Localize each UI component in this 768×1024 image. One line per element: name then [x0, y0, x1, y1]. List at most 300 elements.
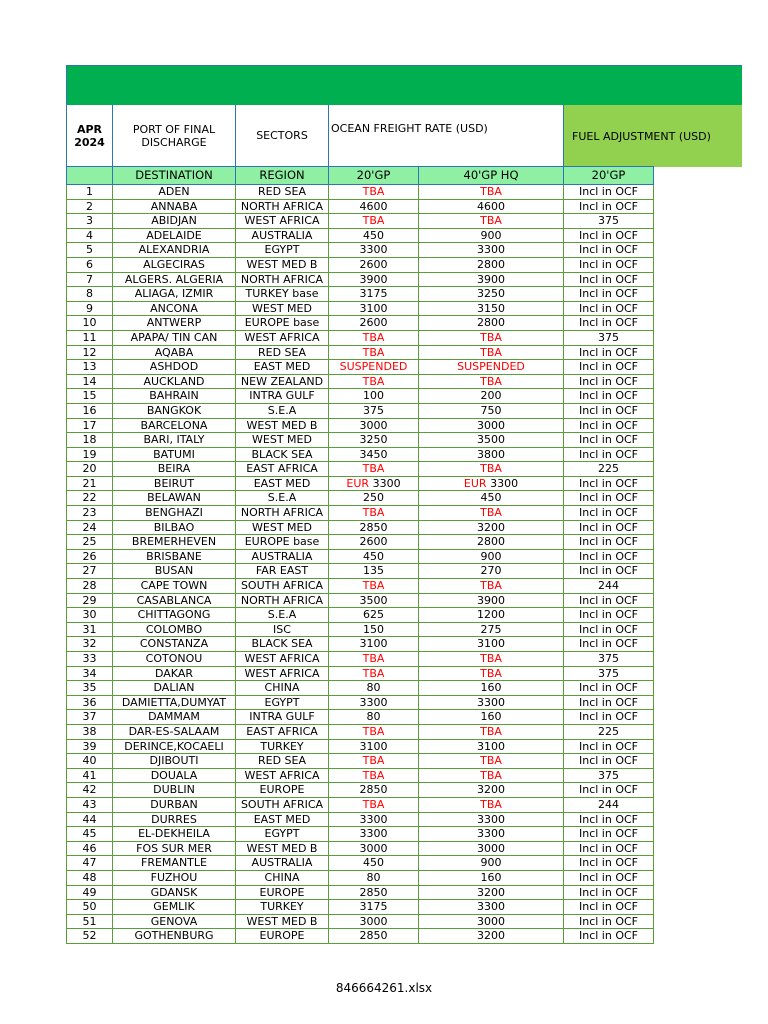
row-number: 38: [67, 724, 113, 739]
region-cell: BLACK SEA: [236, 447, 329, 462]
row-number: 10: [67, 316, 113, 331]
table-row: [67, 389, 654, 404]
subheader-20gp: 20'GP: [329, 167, 419, 185]
rate-40gp-hq-cell: SUSPENDED: [419, 360, 564, 375]
row-number: 36: [67, 695, 113, 710]
destination-cell: AUCKLAND: [113, 374, 236, 389]
region-cell: EAST AFRICA: [236, 462, 329, 477]
region-cell: AUSTRALIA: [236, 228, 329, 243]
table-row: [67, 360, 654, 375]
header-port-of-final-discharge: PORT OF FINAL DISCHARGE: [112, 105, 235, 167]
rate-20gp-cell: 3500: [329, 593, 419, 608]
region-cell: EAST AFRICA: [236, 724, 329, 739]
table-row: [67, 433, 654, 448]
rate-20gp-cell: TBA: [329, 374, 419, 389]
region-cell: SOUTH AFRICA: [236, 797, 329, 812]
fuel-20gp-cell: Incl in OCF: [564, 447, 654, 462]
header-apr-text: APR 2024: [74, 122, 105, 149]
region-cell: NEW ZEALAND: [236, 374, 329, 389]
destination-cell: APAPA/ TIN CAN: [113, 330, 236, 345]
rate-40gp-hq-cell: 4600: [419, 199, 564, 214]
rate-20gp-cell: TBA: [329, 185, 419, 200]
rate-40gp-hq-cell: 3900: [419, 593, 564, 608]
region-cell: BLACK SEA: [236, 637, 329, 652]
rate-20gp-cell: 135: [329, 564, 419, 579]
destination-cell: BUSAN: [113, 564, 236, 579]
region-cell: WEST MED B: [236, 841, 329, 856]
fuel-20gp-cell: Incl in OCF: [564, 228, 654, 243]
destination-cell: FOS SUR MER: [113, 841, 236, 856]
row-number: 30: [67, 608, 113, 623]
rate-40gp-hq-cell: 900: [419, 228, 564, 243]
rate-40gp-hq-cell: EUR 3300: [419, 476, 564, 491]
rate-40gp-hq-cell: 2800: [419, 535, 564, 550]
destination-cell: BANGKOK: [113, 403, 236, 418]
fuel-20gp-cell: Incl in OCF: [564, 433, 654, 448]
rate-40gp-hq-cell: 450: [419, 491, 564, 506]
table-row: [67, 564, 654, 579]
fuel-20gp-cell: Incl in OCF: [564, 301, 654, 316]
fuel-20gp-cell: Incl in OCF: [564, 695, 654, 710]
region-cell: WEST AFRICA: [236, 768, 329, 783]
rate-20gp-cell: TBA: [329, 666, 419, 681]
rate-20gp-cell: 3100: [329, 637, 419, 652]
table-row: [67, 228, 654, 243]
table-row: [67, 403, 654, 418]
region-cell: AUSTRALIA: [236, 856, 329, 871]
table-row: [67, 243, 654, 258]
table-row: [67, 681, 654, 696]
row-number: 35: [67, 681, 113, 696]
rate-20gp-cell: TBA: [329, 754, 419, 769]
destination-cell: CAPE TOWN: [113, 579, 236, 594]
rate-40gp-hq-cell: TBA: [419, 506, 564, 521]
destination-cell: ASHDOD: [113, 360, 236, 375]
row-number: 13: [67, 360, 113, 375]
region-cell: SOUTH AFRICA: [236, 579, 329, 594]
title-bar-edge-left: [66, 66, 67, 106]
rate-20gp-cell: 3250: [329, 433, 419, 448]
table-row: [67, 520, 654, 535]
row-number: 47: [67, 856, 113, 871]
fuel-20gp-cell: 375: [564, 666, 654, 681]
rate-40gp-hq-cell: TBA: [419, 754, 564, 769]
fuel-20gp-cell: Incl in OCF: [564, 418, 654, 433]
region-cell: INTRA GULF: [236, 710, 329, 725]
table-row: [67, 257, 654, 272]
fuel-20gp-cell: 375: [564, 214, 654, 229]
row-number: 32: [67, 637, 113, 652]
region-cell: TURKEY base: [236, 287, 329, 302]
table-row: [67, 739, 654, 754]
destination-cell: ALGERS. ALGERIA: [113, 272, 236, 287]
destination-cell: ALEXANDRIA: [113, 243, 236, 258]
table-row: [67, 885, 654, 900]
row-number: 43: [67, 797, 113, 812]
region-cell: EAST MED: [236, 812, 329, 827]
rate-20gp-cell: 2850: [329, 885, 419, 900]
fuel-20gp-cell: Incl in OCF: [564, 476, 654, 491]
rate-40gp-hq-cell: 270: [419, 564, 564, 579]
table-row: [67, 666, 654, 681]
row-number: 23: [67, 506, 113, 521]
rate-40gp-hq-cell: 3300: [419, 827, 564, 842]
fuel-20gp-cell: 375: [564, 768, 654, 783]
table-row: [67, 345, 654, 360]
table-row: [67, 710, 654, 725]
region-cell: EUROPE: [236, 885, 329, 900]
fuel-20gp-cell: Incl in OCF: [564, 272, 654, 287]
rate-20gp-cell: 4600: [329, 199, 419, 214]
table-row: [67, 695, 654, 710]
region-cell: ISC: [236, 622, 329, 637]
subheader-blank: [67, 167, 113, 185]
destination-cell: DAR-ES-SALAAM: [113, 724, 236, 739]
destination-cell: ANCONA: [113, 301, 236, 316]
row-number: 11: [67, 330, 113, 345]
fuel-20gp-cell: Incl in OCF: [564, 389, 654, 404]
row-number: 15: [67, 389, 113, 404]
rate-40gp-hq-cell: 3800: [419, 447, 564, 462]
table-row: [67, 637, 654, 652]
rate-20gp-cell: TBA: [329, 579, 419, 594]
rate-20gp-cell: 375: [329, 403, 419, 418]
rate-40gp-hq-cell: 900: [419, 549, 564, 564]
table-row: [67, 418, 654, 433]
table-row: [67, 812, 654, 827]
region-cell: WEST MED B: [236, 418, 329, 433]
destination-cell: BELAWAN: [113, 491, 236, 506]
fuel-20gp-cell: Incl in OCF: [564, 491, 654, 506]
fuel-20gp-cell: Incl in OCF: [564, 841, 654, 856]
fuel-20gp-cell: 225: [564, 462, 654, 477]
row-number: 37: [67, 710, 113, 725]
rate-20gp-cell: TBA: [329, 652, 419, 667]
rate-40gp-hq-cell: 160: [419, 870, 564, 885]
fuel-20gp-cell: Incl in OCF: [564, 622, 654, 637]
destination-cell: BILBAO: [113, 520, 236, 535]
rate-20gp-cell: 3000: [329, 914, 419, 929]
destination-cell: DJIBOUTI: [113, 754, 236, 769]
row-number: 9: [67, 301, 113, 316]
fuel-20gp-cell: Incl in OCF: [564, 287, 654, 302]
destination-cell: GENOVA: [113, 914, 236, 929]
region-cell: WEST AFRICA: [236, 330, 329, 345]
rate-40gp-hq-cell: 3200: [419, 885, 564, 900]
row-number: 6: [67, 257, 113, 272]
destination-cell: ABIDJAN: [113, 214, 236, 229]
rate-40gp-hq-cell: TBA: [419, 185, 564, 200]
destination-cell: CASABLANCA: [113, 593, 236, 608]
region-cell: EGYPT: [236, 695, 329, 710]
region-cell: EGYPT: [236, 243, 329, 258]
region-cell: S.E.A: [236, 491, 329, 506]
rate-20gp-cell: 3450: [329, 447, 419, 462]
title-bar: [66, 65, 742, 105]
row-number: 41: [67, 768, 113, 783]
rate-40gp-hq-cell: 3300: [419, 900, 564, 915]
region-cell: CHINA: [236, 681, 329, 696]
header-fuel-adjustment: [563, 105, 742, 167]
fuel-20gp-cell: Incl in OCF: [564, 856, 654, 871]
region-cell: EUROPE base: [236, 316, 329, 331]
destination-cell: ANTWERP: [113, 316, 236, 331]
region-cell: S.E.A: [236, 608, 329, 623]
rate-40gp-hq-cell: 3000: [419, 841, 564, 856]
table-row: [67, 491, 654, 506]
destination-cell: ANNABA: [113, 199, 236, 214]
row-number: 3: [67, 214, 113, 229]
destination-cell: COTONOU: [113, 652, 236, 667]
rate-20gp-cell: TBA: [329, 724, 419, 739]
rate-40gp-hq-cell: 3200: [419, 929, 564, 944]
row-number: 21: [67, 476, 113, 491]
region-cell: TURKEY: [236, 900, 329, 915]
table-row: [67, 768, 654, 783]
region-cell: RED SEA: [236, 754, 329, 769]
rate-40gp-hq-cell: 275: [419, 622, 564, 637]
region-cell: EAST MED: [236, 360, 329, 375]
rate-40gp-hq-cell: TBA: [419, 214, 564, 229]
destination-cell: DOUALA: [113, 768, 236, 783]
destination-cell: GOTHENBURG: [113, 929, 236, 944]
rate-20gp-cell: 3100: [329, 301, 419, 316]
rate-20gp-cell: 3000: [329, 841, 419, 856]
region-cell: EUROPE: [236, 929, 329, 944]
rate-40gp-hq-cell: 2800: [419, 257, 564, 272]
region-cell: CHINA: [236, 870, 329, 885]
destination-cell: ADELAIDE: [113, 228, 236, 243]
row-number: 28: [67, 579, 113, 594]
rate-20gp-cell: 2600: [329, 316, 419, 331]
table-row: [67, 199, 654, 214]
destination-cell: DAMIETTA,DUMYAT: [113, 695, 236, 710]
table-row: [67, 301, 654, 316]
rate-40gp-hq-cell: 3000: [419, 914, 564, 929]
destination-cell: CHITTAGONG: [113, 608, 236, 623]
rate-table: [66, 166, 654, 944]
fuel-20gp-cell: Incl in OCF: [564, 885, 654, 900]
rate-40gp-hq-cell: TBA: [419, 345, 564, 360]
fuel-20gp-cell: Incl in OCF: [564, 914, 654, 929]
subheader-fuel-20gp: 20'GP: [564, 167, 654, 185]
row-number: 51: [67, 914, 113, 929]
destination-cell: BARCELONA: [113, 418, 236, 433]
row-number: 25: [67, 535, 113, 550]
fuel-20gp-cell: Incl in OCF: [564, 739, 654, 754]
rate-20gp-cell: 250: [329, 491, 419, 506]
row-number: 22: [67, 491, 113, 506]
rate-20gp-cell: 3175: [329, 287, 419, 302]
rate-40gp-hq-cell: 3200: [419, 520, 564, 535]
table-row: [67, 622, 654, 637]
rate-20gp-cell: SUSPENDED: [329, 360, 419, 375]
fuel-20gp-cell: Incl in OCF: [564, 374, 654, 389]
rate-40gp-hq-cell: TBA: [419, 374, 564, 389]
fuel-20gp-cell: Incl in OCF: [564, 403, 654, 418]
fuel-20gp-cell: Incl in OCF: [564, 812, 654, 827]
fuel-20gp-cell: Incl in OCF: [564, 637, 654, 652]
destination-cell: GEMLIK: [113, 900, 236, 915]
fuel-20gp-cell: Incl in OCF: [564, 199, 654, 214]
table-row: [67, 476, 654, 491]
fuel-20gp-cell: Incl in OCF: [564, 564, 654, 579]
row-number: 34: [67, 666, 113, 681]
table-row: [67, 754, 654, 769]
table-row: [67, 462, 654, 477]
table-row: [67, 330, 654, 345]
row-number: 2: [67, 199, 113, 214]
table-row: [67, 214, 654, 229]
region-cell: WEST MED B: [236, 914, 329, 929]
table-row: [67, 652, 654, 667]
row-number: 12: [67, 345, 113, 360]
rate-40gp-hq-cell: 3000: [419, 418, 564, 433]
rate-20gp-cell: EUR 3300: [329, 476, 419, 491]
subheader-destination: DESTINATION: [113, 167, 236, 185]
rate-20gp-cell: 3300: [329, 812, 419, 827]
destination-cell: COLOMBO: [113, 622, 236, 637]
row-number: 20: [67, 462, 113, 477]
region-cell: NORTH AFRICA: [236, 506, 329, 521]
rate-20gp-cell: 3900: [329, 272, 419, 287]
rate-20gp-cell: 450: [329, 856, 419, 871]
row-number: 16: [67, 403, 113, 418]
table-row: [67, 535, 654, 550]
destination-cell: AQABA: [113, 345, 236, 360]
destination-cell: DUBLIN: [113, 783, 236, 798]
fuel-20gp-cell: Incl in OCF: [564, 316, 654, 331]
row-number: 19: [67, 447, 113, 462]
table-row: [67, 549, 654, 564]
row-number: 49: [67, 885, 113, 900]
fuel-20gp-cell: Incl in OCF: [564, 681, 654, 696]
rate-40gp-hq-cell: 3200: [419, 783, 564, 798]
fuel-20gp-cell: Incl in OCF: [564, 754, 654, 769]
header-sectors: SECTORS: [235, 105, 328, 167]
rate-20gp-cell: 2850: [329, 929, 419, 944]
region-cell: NORTH AFRICA: [236, 272, 329, 287]
rate-20gp-cell: 2600: [329, 257, 419, 272]
table-row: [67, 447, 654, 462]
subheader-region: REGION: [236, 167, 329, 185]
rate-20gp-cell: 100: [329, 389, 419, 404]
fuel-20gp-cell: Incl in OCF: [564, 185, 654, 200]
table-row: [67, 287, 654, 302]
region-cell: WEST MED: [236, 301, 329, 316]
rate-20gp-cell: TBA: [329, 462, 419, 477]
rate-40gp-hq-cell: TBA: [419, 652, 564, 667]
region-cell: EUROPE base: [236, 535, 329, 550]
fuel-20gp-cell: Incl in OCF: [564, 257, 654, 272]
rate-40gp-hq-cell: 3100: [419, 637, 564, 652]
rate-20gp-cell: 80: [329, 870, 419, 885]
table-row: [67, 827, 654, 842]
row-number: 18: [67, 433, 113, 448]
destination-cell: DAKAR: [113, 666, 236, 681]
destination-cell: FREMANTLE: [113, 856, 236, 871]
row-number: 17: [67, 418, 113, 433]
rate-40gp-hq-cell: 3300: [419, 812, 564, 827]
row-number: 52: [67, 929, 113, 944]
fuel-20gp-cell: Incl in OCF: [564, 345, 654, 360]
rate-20gp-cell: 3175: [329, 900, 419, 915]
region-cell: NORTH AFRICA: [236, 593, 329, 608]
fuel-20gp-cell: Incl in OCF: [564, 783, 654, 798]
fuel-20gp-cell: Incl in OCF: [564, 520, 654, 535]
region-cell: WEST AFRICA: [236, 652, 329, 667]
destination-cell: ALGECIRAS: [113, 257, 236, 272]
rate-40gp-hq-cell: TBA: [419, 724, 564, 739]
rate-40gp-hq-cell: TBA: [419, 768, 564, 783]
region-cell: WEST AFRICA: [236, 214, 329, 229]
region-cell: EAST MED: [236, 476, 329, 491]
row-number: 8: [67, 287, 113, 302]
destination-cell: BEIRA: [113, 462, 236, 477]
region-cell: TURKEY: [236, 739, 329, 754]
header-fuel-text: FUEL ADJUSTMENT (USD): [572, 129, 711, 143]
region-cell: WEST MED: [236, 433, 329, 448]
rate-20gp-cell: 2850: [329, 783, 419, 798]
fuel-20gp-cell: Incl in OCF: [564, 506, 654, 521]
header-apr-2024: [66, 105, 112, 167]
rate-20gp-cell: 80: [329, 681, 419, 696]
destination-cell: DURRES: [113, 812, 236, 827]
row-number: 39: [67, 739, 113, 754]
rate-20gp-cell: 625: [329, 608, 419, 623]
rate-40gp-hq-cell: 3250: [419, 287, 564, 302]
table-row: [67, 914, 654, 929]
row-number: 4: [67, 228, 113, 243]
rate-40gp-hq-cell: 1200: [419, 608, 564, 623]
fuel-20gp-cell: Incl in OCF: [564, 870, 654, 885]
row-number: 50: [67, 900, 113, 915]
destination-cell: DALIAN: [113, 681, 236, 696]
table-row: [67, 185, 654, 200]
fuel-20gp-cell: 375: [564, 330, 654, 345]
row-number: 33: [67, 652, 113, 667]
region-cell: WEST MED B: [236, 257, 329, 272]
rate-40gp-hq-cell: TBA: [419, 462, 564, 477]
region-cell: WEST MED: [236, 520, 329, 535]
rate-40gp-hq-cell: 3300: [419, 243, 564, 258]
table-row: [67, 900, 654, 915]
table-row: [67, 797, 654, 812]
rate-40gp-hq-cell: 3300: [419, 695, 564, 710]
rate-40gp-hq-cell: 900: [419, 856, 564, 871]
row-number: 40: [67, 754, 113, 769]
destination-cell: BATUMI: [113, 447, 236, 462]
row-number: 14: [67, 374, 113, 389]
rate-20gp-cell: 3000: [329, 418, 419, 433]
row-number: 26: [67, 549, 113, 564]
table-row: [67, 783, 654, 798]
rate-40gp-hq-cell: 3150: [419, 301, 564, 316]
destination-cell: GDANSK: [113, 885, 236, 900]
subheader-row: [67, 167, 654, 185]
rate-20gp-cell: 80: [329, 710, 419, 725]
region-cell: FAR EAST: [236, 564, 329, 579]
rate-20gp-cell: 150: [329, 622, 419, 637]
row-number: 44: [67, 812, 113, 827]
destination-cell: BARI, ITALY: [113, 433, 236, 448]
table-row: [67, 579, 654, 594]
region-cell: RED SEA: [236, 185, 329, 200]
header-ocean-freight-rate: OCEAN FREIGHT RATE (USD): [328, 105, 563, 167]
destination-cell: DERINCE,KOCAELI: [113, 739, 236, 754]
rate-20gp-cell: TBA: [329, 214, 419, 229]
region-cell: WEST AFRICA: [236, 666, 329, 681]
